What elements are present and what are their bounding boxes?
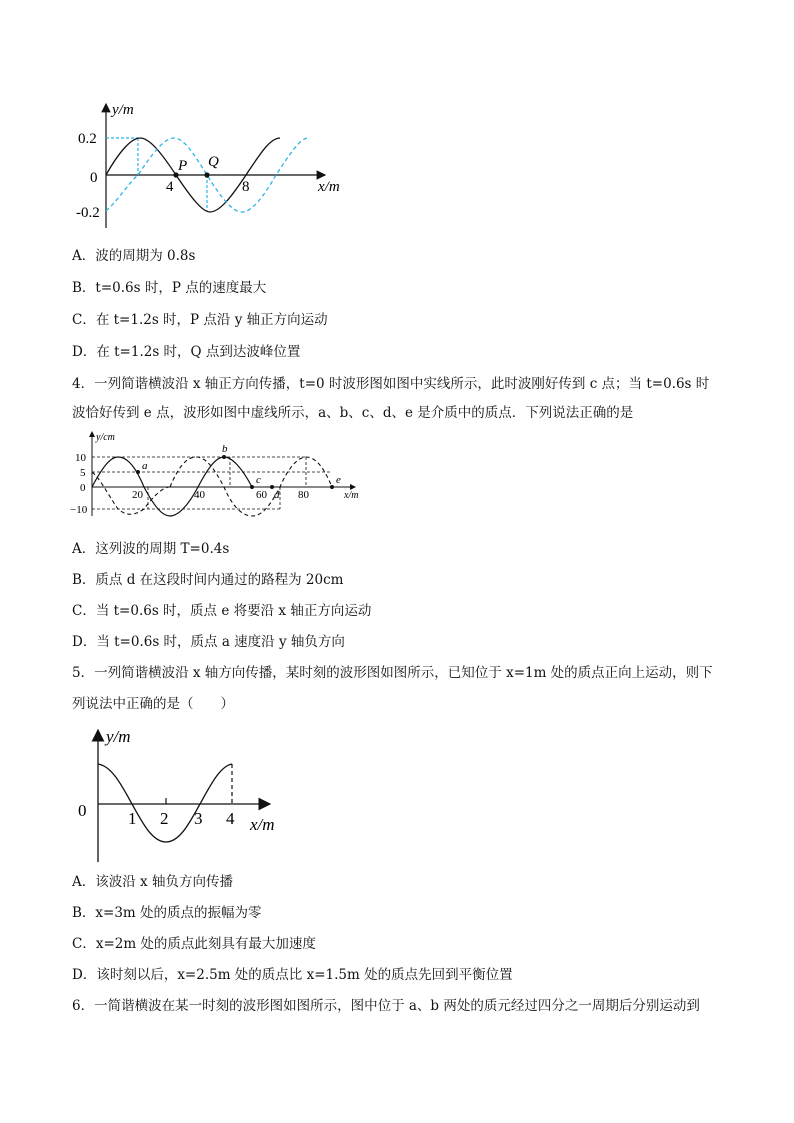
- svg-text:4: 4: [166, 179, 174, 195]
- svg-text:x/m: x/m: [344, 490, 359, 501]
- svg-text:0: 0: [80, 482, 86, 494]
- figure-wave-3: [72, 724, 292, 866]
- svg-text:c: c: [256, 474, 261, 486]
- svg-text:b: b: [222, 443, 228, 455]
- svg-text:P: P: [178, 158, 188, 174]
- svg-text:y/cm: y/cm: [96, 432, 115, 443]
- q4-option-c[interactable]: C．当 t=0.6s 时，质点 e 将要沿 x 轴正方向运动: [72, 603, 372, 619]
- svg-text:10: 10: [75, 452, 86, 464]
- svg-text:e: e: [336, 474, 341, 486]
- svg-text:60: 60: [256, 489, 267, 501]
- svg-text:8: 8: [242, 179, 250, 195]
- q3-option-a[interactable]: A．波的周期为 0.8s: [72, 248, 196, 264]
- svg-text:0.2: 0.2: [78, 131, 97, 147]
- svg-text:0: 0: [90, 170, 98, 186]
- svg-text:20: 20: [132, 489, 143, 501]
- svg-text:80: 80: [298, 489, 309, 501]
- q4-stem-line2: 波恰好传到 e 点，波形如图中虚线所示，a、b、c、d、e 是介质中的质点．下列说法正确的是: [72, 405, 634, 421]
- figure-wave-1: [70, 98, 360, 230]
- svg-text:1: 1: [128, 809, 137, 828]
- svg-text:40: 40: [194, 489, 205, 501]
- q5-option-d[interactable]: D．该时刻以后，x=2.5m 处的质点比 x=1.5m 处的质点先回到平衡位置: [72, 967, 513, 983]
- q6-stem-line1: 6．一简谐横波在某一时刻的波形图如图所示，图中位于 a、b 两处的质元经过四分之一周期后分别运动到: [72, 998, 700, 1014]
- q4-stem-line1: 4．一列简谐横波沿 x 轴正方向传播，t=0 时波形图如图中实线所示，此时波刚好传到 c 点；当 t=0.6s 时: [72, 376, 710, 392]
- svg-text:5: 5: [80, 467, 86, 479]
- q5-option-a[interactable]: A．该波沿 x 轴负方向传播: [72, 874, 233, 890]
- svg-text:−10: −10: [70, 504, 88, 516]
- svg-text:0: 0: [78, 801, 87, 820]
- svg-text:d: d: [274, 489, 280, 501]
- svg-text:4: 4: [226, 809, 235, 828]
- q3-option-c[interactable]: C．在 t=1.2s 时，P 点沿 y 轴正方向运动: [72, 312, 328, 328]
- q5-stem-line2: 列说法中正确的是（ ）: [72, 696, 234, 712]
- point-q: [204, 172, 209, 177]
- q5-stem-line1: 5．一列简谐横波沿 x 轴方向传播，某时刻的波形图如图所示，已知位于 x=1m 处的质点正向上运动，则下: [72, 665, 713, 681]
- q4-option-b[interactable]: B．质点 d 在这段时间内通过的路程为 20cm: [72, 572, 344, 588]
- q5-option-b[interactable]: B．x=3m 处的质点的振幅为零: [72, 905, 262, 921]
- q4-option-d[interactable]: D．当 t=0.6s 时，质点 a 速度沿 y 轴负方向: [72, 634, 345, 650]
- svg-text:y/m: y/m: [112, 102, 134, 118]
- svg-text:Q: Q: [208, 154, 219, 170]
- svg-text:2: 2: [160, 809, 169, 828]
- svg-text:-0.2: -0.2: [76, 205, 100, 221]
- svg-text:y/m: y/m: [106, 727, 131, 746]
- svg-text:x/m: x/m: [318, 179, 340, 195]
- q5-option-c[interactable]: C．x=2m 处的质点此刻具有最大加速度: [72, 936, 316, 952]
- figure-wave-2: [70, 428, 370, 520]
- svg-text:3: 3: [194, 809, 203, 828]
- q4-option-a[interactable]: A．这列波的周期 T=0.4s: [72, 541, 230, 557]
- q3-option-b[interactable]: B．t=0.6s 时，P 点的速度最大: [72, 280, 267, 296]
- svg-text:a: a: [142, 460, 148, 472]
- svg-text:x/m: x/m: [250, 815, 275, 834]
- q3-option-d[interactable]: D．在 t=1.2s 时，Q 点到达波峰位置: [72, 344, 301, 360]
